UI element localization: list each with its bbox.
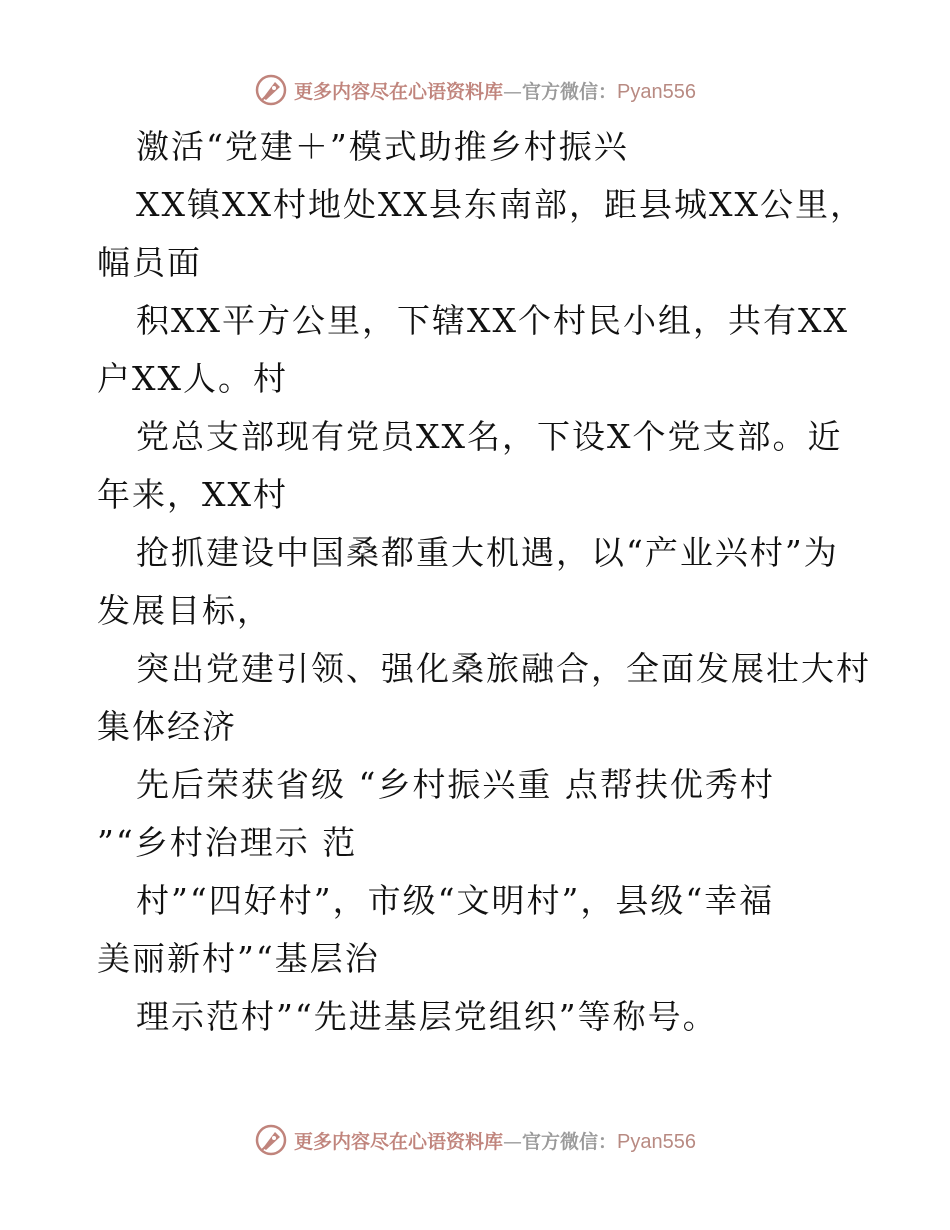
paragraph-line: XX镇XX村地处XX县东南部，距县城XX公里， xyxy=(136,185,865,224)
banner-wechat-label: 官方微信： xyxy=(522,80,618,103)
pen-nib-logo-icon xyxy=(254,1123,288,1157)
paragraph-line: 抢抓建设中国桑都重大机遇，以“产业兴村”为 xyxy=(136,533,839,572)
header-watermark-banner xyxy=(0,70,950,110)
paragraph-line: 美丽新村”“基层治 xyxy=(97,939,380,978)
paragraph-line: 先后荣获省级 “乡村振兴重 点帮扶优秀村 xyxy=(136,765,775,804)
banner-wechat-label: 官方微信： xyxy=(522,1130,618,1153)
paragraph-line: 村”“四好村”，市级“文明村”，县级“幸福 xyxy=(136,881,775,920)
banner-dash: — xyxy=(503,80,523,103)
paragraph-line: 突出党建引领、强化桑旅融合，全面发展壮大村 xyxy=(136,649,871,688)
banner-main-text: 更多内容尽在心语资料库 xyxy=(294,1130,504,1153)
paragraph-line: 幅员面 xyxy=(97,243,202,282)
paragraph-line: 发展目标， xyxy=(97,591,272,630)
banner-main-text: 更多内容尽在心语资料库 xyxy=(294,80,504,103)
paragraph-line: 年来，XX村 xyxy=(97,475,288,514)
banner-text xyxy=(294,77,696,104)
banner-wechat-id: Pyan556 xyxy=(617,80,696,103)
banner-wechat-id: Pyan556 xyxy=(617,1130,696,1153)
paragraph-line: 户XX人。村 xyxy=(97,359,288,398)
paragraph-line: 党总支部现有党员XX名，下设X个党支部。近 xyxy=(136,417,843,456)
document-title: 激活“党建＋”模式助推乡村振兴 xyxy=(136,127,629,166)
paragraph-line: 积XX平方公里，下辖XX个村民小组，共有XX xyxy=(136,301,849,340)
paragraph-line: 集体经济 xyxy=(97,707,237,746)
banner-dash: — xyxy=(503,1130,523,1153)
paragraph-line: 理示范村”“先进基层党组织”等称号。 xyxy=(136,997,718,1036)
paragraph-line: ”“乡村治理示 范 xyxy=(97,823,358,862)
footer-watermark-banner xyxy=(0,1120,950,1160)
pen-nib-logo-icon xyxy=(254,73,288,107)
banner-text xyxy=(294,1127,696,1154)
